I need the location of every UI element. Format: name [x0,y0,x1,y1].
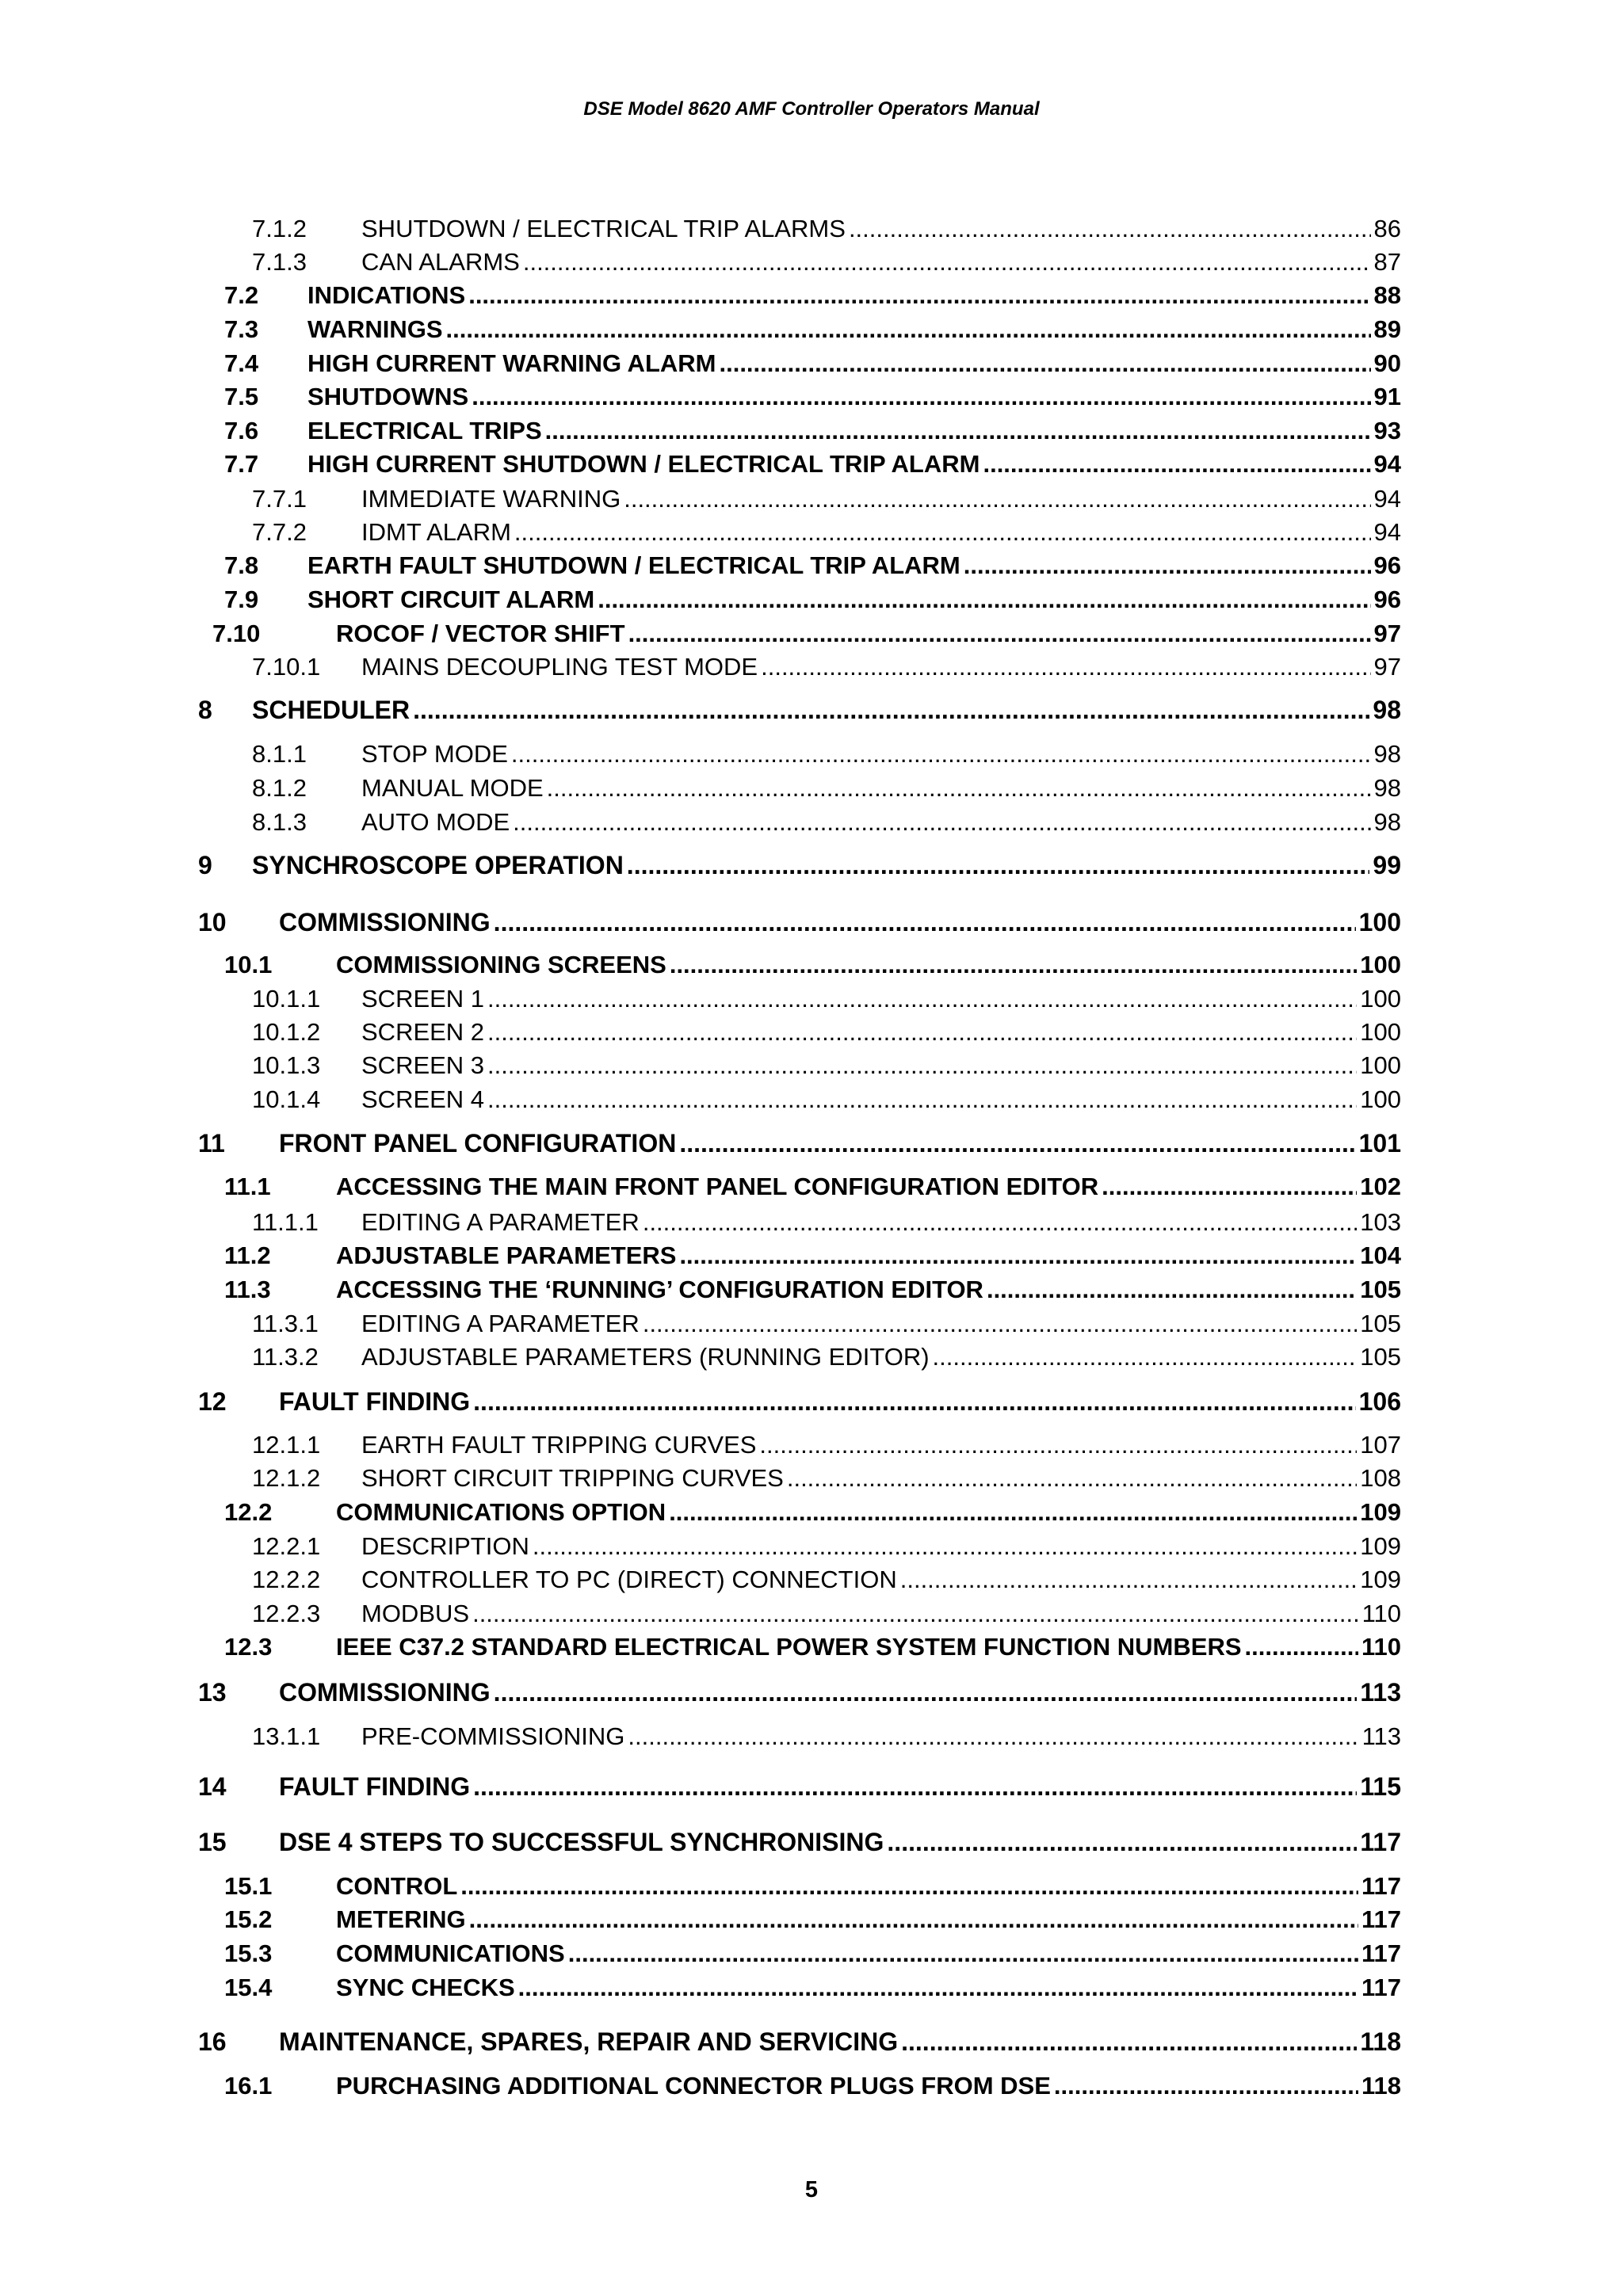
toc-entry-title: EDITING A PARAMETER [361,1310,640,1337]
leader-dots [1245,1633,1358,1661]
toc-entry-number: 10.1.3 [252,1051,321,1079]
toc-entry-title: SCREEN 4 [361,1085,485,1113]
toc-entry-number: 12.2.2 [252,1566,321,1593]
toc-entry[interactable] [0,2072,1623,2103]
toc-entry-title: SCREEN 2 [361,1018,485,1046]
toc-entry[interactable] [0,1085,1623,1117]
toc-entry-number: 7.6 [224,417,259,444]
toc-entry-number: 12.2.3 [252,1600,321,1627]
toc-entry[interactable] [0,450,1623,482]
toc-entry-number: 11.3.1 [252,1310,319,1337]
leader-dots [547,774,1371,803]
toc-entry-number: 12 [198,1387,227,1416]
toc-entry[interactable] [0,620,1623,651]
toc-entry-page: 109 [1360,1566,1401,1593]
toc-entry-title: WARNINGS [307,315,443,343]
toc-entry[interactable] [0,585,1623,617]
leader-dots [1054,2072,1358,2100]
leader-dots [933,1343,1358,1371]
toc-entry-page: 104 [1360,1241,1401,1269]
toc-entry-page: 113 [1360,1678,1401,1707]
toc-entry[interactable] [0,383,1623,414]
toc-entry-title: MAINTENANCE, SPARES, REPAIR AND SERVICING [279,2027,899,2056]
toc-entry[interactable] [0,1173,1623,1204]
toc-entry[interactable] [0,417,1623,448]
toc-entry-page: 98 [1373,774,1401,802]
toc-entry-page: 117 [1361,1872,1401,1900]
toc-entry-title: INDICATIONS [307,281,466,309]
toc-entry-page: 105 [1360,1276,1401,1303]
leader-dots [759,1431,1357,1459]
toc-entry-page: 94 [1373,450,1401,478]
toc-entry-page: 96 [1373,551,1401,579]
toc-entry-number: 12.2 [224,1498,273,1526]
toc-entry-number: 16 [198,2027,227,2056]
leader-dots [983,450,1370,479]
toc-entry-page: 117 [1361,1939,1401,1967]
toc-entry[interactable] [0,1974,1623,2005]
toc-entry[interactable] [0,1633,1623,1665]
leader-dots [487,1051,1357,1080]
document-header: DSE Model 8620 AMF Controller Operators Manual [583,98,1040,120]
toc-entry[interactable] [0,985,1623,1016]
toc-entry[interactable] [0,2027,1623,2059]
toc-entry-title: FAULT FINDING [279,1387,471,1416]
leader-dots [514,518,1371,547]
toc-entry-page: 100 [1360,951,1401,978]
toc-entry-page: 87 [1373,248,1401,276]
toc-entry-title: CAN ALARMS [361,248,520,276]
toc-entry-number: 10.1 [224,951,273,978]
toc-entry[interactable] [0,1566,1623,1597]
leader-dots [487,1018,1357,1047]
toc-entry-number: 7.4 [224,349,259,377]
toc-entry-title: EDITING A PARAMETER [361,1208,640,1236]
toc-entry-page: 102 [1360,1173,1401,1200]
toc-entry-title: COMMISSIONING SCREENS [336,951,666,978]
toc-entry-number: 10 [198,908,227,936]
leader-dots [787,1464,1357,1493]
leader-dots [643,1208,1357,1237]
toc-entry-number: 9 [198,851,212,879]
toc-entry[interactable] [0,281,1623,313]
toc-entry-title: COMMUNICATIONS [336,1939,565,1967]
page-number: 5 [804,2177,819,2203]
toc-entry-page: 96 [1373,585,1401,613]
toc-entry-title: SHORT CIRCUIT TRIPPING CURVES [361,1464,784,1492]
toc-entry-page: 100 [1360,1051,1401,1079]
toc-entry-number: 7.7.1 [252,485,307,513]
toc-entry-number: 11.3 [224,1276,271,1303]
toc-entry[interactable] [0,1939,1623,1971]
toc-entry-number: 11.1.1 [252,1208,319,1236]
toc-entry-title: ADJUSTABLE PARAMETERS [336,1241,677,1269]
toc-entry-title: COMMISSIONING [279,1678,491,1707]
toc-entry-page: 118 [1360,2027,1401,2056]
toc-entry-number: 11.1 [224,1173,271,1200]
toc-entry-number: 8.1.2 [252,774,307,802]
leader-dots [628,620,1371,648]
leader-dots [761,653,1370,681]
toc-entry-title: HIGH CURRENT WARNING ALARM [307,349,716,377]
toc-entry-title: SYNCHROSCOPE OPERATION [252,851,624,879]
toc-entry-title: IEEE C37.2 STANDARD ELECTRICAL POWER SYSTEM FUNCTION NUMBERS [336,1633,1242,1661]
toc-entry-page: 107 [1360,1431,1401,1459]
toc-entry-number: 15.3 [224,1939,273,1967]
toc-entry-number: 7.8 [224,551,259,579]
toc-entry-title: ACCESSING THE ‘RUNNING’ CONFIGURATION EDITOR [336,1276,983,1303]
toc-entry[interactable] [0,908,1623,940]
toc-entry-number: 10.1.1 [252,985,321,1013]
leader-dots [446,315,1371,344]
toc-entry-title: SCHEDULER [252,696,411,724]
toc-entry[interactable] [0,1678,1623,1710]
toc-entry-title: PURCHASING ADDITIONAL CONNECTOR PLUGS FROM DSE [336,2072,1051,2100]
toc-entry[interactable] [0,1208,1623,1240]
toc-entry-page: 117 [1361,1905,1401,1933]
leader-dots [468,281,1370,310]
toc-entry-number: 8.1.3 [252,808,307,836]
toc-entry-title: PRE-COMMISSIONING [361,1722,625,1750]
toc-entry[interactable] [0,851,1623,883]
toc-entry-page: 105 [1360,1343,1401,1371]
toc-entry-number: 10.1.2 [252,1018,321,1046]
toc-entry[interactable] [0,315,1623,347]
leader-dots [628,1722,1358,1751]
toc-entry-page: 100 [1358,908,1401,936]
toc-entry-number: 12.3 [224,1633,273,1661]
leader-dots [511,740,1371,769]
toc-entry[interactable] [0,1464,1623,1496]
toc-entry-page: 98 [1373,808,1401,836]
toc-entry[interactable] [0,518,1623,550]
toc-entry[interactable] [0,1310,1623,1341]
leader-dots [627,851,1370,880]
toc-entry-number: 13.1.1 [252,1722,321,1750]
toc-entry[interactable] [0,1276,1623,1307]
toc-entry[interactable] [0,1498,1623,1530]
toc-entry-number: 8.1.1 [252,740,307,768]
leader-dots [679,1129,1355,1158]
toc-entry-title: SHUTDOWNS [307,383,469,410]
toc-entry-title: ADJUSTABLE PARAMETERS (RUNNING EDITOR) [361,1343,930,1371]
leader-dots [964,551,1371,580]
toc-entry-number: 11.2 [224,1241,271,1269]
toc-entry-page: 100 [1360,1018,1401,1046]
toc-entry[interactable] [0,951,1623,982]
leader-dots [513,808,1370,837]
toc-entry-title: MAINS DECOUPLING TEST MODE [361,653,758,681]
toc-entry-page: 90 [1373,349,1401,377]
toc-entry-title: ACCESSING THE MAIN FRONT PANEL CONFIGURATION EDITOR [336,1173,1099,1200]
toc-entry-title: MODBUS [361,1600,470,1627]
toc-entry-number: 7.10 [212,620,261,647]
toc-entry[interactable] [0,1343,1623,1375]
leader-dots [518,1974,1358,2002]
toc-entry-number: 12.2.1 [252,1532,321,1560]
toc-entry[interactable] [0,1051,1623,1083]
toc-entry[interactable] [0,485,1623,517]
leader-dots [670,951,1357,979]
leader-dots [643,1310,1357,1338]
toc-entry[interactable] [0,808,1623,840]
toc-entry[interactable] [0,1828,1623,1859]
toc-entry-page: 115 [1360,1772,1401,1801]
toc-entry-number: 11 [198,1129,225,1158]
toc-entry-title: HIGH CURRENT SHUTDOWN / ELECTRICAL TRIP ALARM [307,450,980,478]
toc-entry-number: 13 [198,1678,227,1707]
toc-entry[interactable] [0,1905,1623,1937]
toc-entry-title: SHORT CIRCUIT ALARM [307,585,595,613]
toc-entry-title: MANUAL MODE [361,774,544,802]
toc-entry-title: SCREEN 3 [361,1051,485,1079]
leader-dots [494,1678,1358,1707]
toc-entry-title: STOP MODE [361,740,508,768]
toc-entry-title: SHUTDOWN / ELECTRICAL TRIP ALARMS [361,215,846,242]
toc-entry-number: 12.1.1 [252,1431,321,1459]
toc-entry[interactable] [0,1532,1623,1564]
toc-entry-page: 98 [1373,740,1401,768]
toc-entry[interactable] [0,740,1623,772]
toc-entry-page: 117 [1360,1828,1401,1856]
toc-entry-title: FAULT FINDING [279,1772,471,1801]
leader-dots [413,696,1369,725]
toc-entry-title: COMMUNICATIONS OPTION [336,1498,666,1526]
toc-entry-title: IDMT ALARM [361,518,511,546]
toc-entry-number: 7.1.2 [252,215,307,242]
leader-dots [849,215,1371,243]
toc-entry[interactable] [0,551,1623,583]
toc-entry-number: 7.1.3 [252,248,307,276]
toc-entry-number: 7.3 [224,315,259,343]
toc-entry-page: 97 [1373,653,1401,681]
toc-entry-page: 109 [1360,1498,1401,1526]
toc-entry[interactable] [0,1431,1623,1463]
leader-dots [472,1600,1359,1628]
leader-dots [473,1772,1357,1802]
toc-entry-title: AUTO MODE [361,808,510,836]
toc-entry-title: ROCOF / VECTOR SHIFT [336,620,625,647]
toc-entry[interactable] [0,774,1623,806]
toc-entry-page: 108 [1360,1464,1401,1492]
toc-entry-page: 91 [1373,383,1401,410]
toc-entry-page: 94 [1373,518,1401,546]
toc-entry-number: 7.2 [224,281,259,309]
leader-dots [469,1905,1358,1934]
toc-entry-number: 7.7 [224,450,259,478]
leader-dots [900,1566,1358,1594]
toc-entry-number: 15.2 [224,1905,273,1933]
toc-entry[interactable] [0,1600,1623,1631]
toc-entry-title: CONTROLLER TO PC (DIRECT) CONNECTION [361,1566,897,1593]
toc-entry-title: DSE 4 STEPS TO SUCCESSFUL SYNCHRONISING [279,1828,884,1856]
leader-dots [487,1085,1357,1114]
leader-dots [598,585,1370,614]
toc-entry-page: 100 [1360,1085,1401,1113]
toc-entry-title: FRONT PANEL CONFIGURATION [279,1129,677,1158]
toc-entry-number: 7.10.1 [252,653,321,681]
leader-dots [533,1532,1357,1561]
toc-entry-page: 106 [1358,1387,1401,1416]
leader-dots [887,1828,1357,1857]
toc-entry-number: 10.1.4 [252,1085,321,1113]
toc-entry[interactable] [0,696,1623,727]
toc-entry-page: 94 [1373,485,1401,513]
leader-dots [473,1387,1355,1417]
toc-entry[interactable] [0,349,1623,381]
leader-dots [679,1241,1357,1270]
toc-entry-page: 105 [1360,1310,1401,1337]
toc-entry-page: 118 [1361,2072,1401,2100]
toc-entry[interactable] [0,1722,1623,1754]
leader-dots [624,485,1370,513]
toc-entry-title: COMMISSIONING [279,908,491,936]
toc-entry-page: 103 [1360,1208,1401,1236]
toc-entry-page: 93 [1373,417,1401,444]
toc-entry[interactable] [0,1241,1623,1273]
toc-entry-page: 89 [1373,315,1401,343]
toc-entry-title: SCREEN 1 [361,985,485,1013]
toc-entry-number: 8 [198,696,212,724]
toc-entry-title: CONTROL [336,1872,458,1900]
toc-entry-number: 11.3.2 [252,1343,319,1371]
toc-entry-title: IMMEDIATE WARNING [361,485,621,513]
toc-entry-page: 101 [1358,1129,1401,1158]
toc-entry-title: EARTH FAULT SHUTDOWN / ELECTRICAL TRIP ALARM [307,551,960,579]
toc-entry-page: 110 [1361,1633,1401,1661]
toc-entry-title: DESCRIPTION [361,1532,529,1560]
toc-entry-number: 7.7.2 [252,518,307,546]
toc-entry-page: 117 [1361,1974,1401,2001]
toc-entry-number: 16.1 [224,2072,273,2100]
toc-entry-title: ELECTRICAL TRIPS [307,417,542,444]
toc-entry-title: SYNC CHECKS [336,1974,515,2001]
toc-entry[interactable] [0,1018,1623,1050]
toc-entry-number: 7.9 [224,585,259,613]
toc-entry-number: 14 [198,1772,227,1801]
toc-entry-number: 7.5 [224,383,259,410]
leader-dots [901,2027,1357,2057]
leader-dots [523,248,1371,277]
toc-entry[interactable] [0,1387,1623,1419]
toc-entry-page: 99 [1373,851,1401,879]
leader-dots [568,1939,1358,1968]
toc-entry[interactable] [0,215,1623,246]
toc-entry-number: 15.1 [224,1872,273,1900]
leader-dots [545,417,1371,445]
toc-entry-page: 98 [1373,696,1401,724]
toc-entry[interactable] [0,1772,1623,1804]
toc-entry-number: 12.1.2 [252,1464,321,1492]
toc-entry-page: 113 [1361,1722,1401,1750]
toc-entry[interactable] [0,248,1623,280]
toc-entry-number: 15 [198,1828,227,1856]
toc-entry-number: 15.4 [224,1974,273,2001]
toc-entry-page: 110 [1361,1600,1401,1627]
toc-entry-page: 88 [1373,281,1401,309]
toc-entry-page: 86 [1373,215,1401,242]
leader-dots [472,383,1370,411]
toc-entry-page: 109 [1360,1532,1401,1560]
toc-entry-page: 100 [1360,985,1401,1013]
toc-entry[interactable] [0,653,1623,685]
leader-dots [987,1276,1357,1304]
toc-entry[interactable] [0,1129,1623,1161]
toc-entry-title: METERING [336,1905,466,1933]
leader-dots [494,908,1356,937]
leader-dots [669,1498,1357,1527]
leader-dots [460,1872,1358,1901]
leader-dots [1102,1173,1357,1201]
leader-dots [719,349,1370,378]
toc-entry-page: 97 [1373,620,1401,647]
toc-entry[interactable] [0,1872,1623,1904]
leader-dots [487,985,1357,1013]
toc-entry-title: EARTH FAULT TRIPPING CURVES [361,1431,757,1459]
